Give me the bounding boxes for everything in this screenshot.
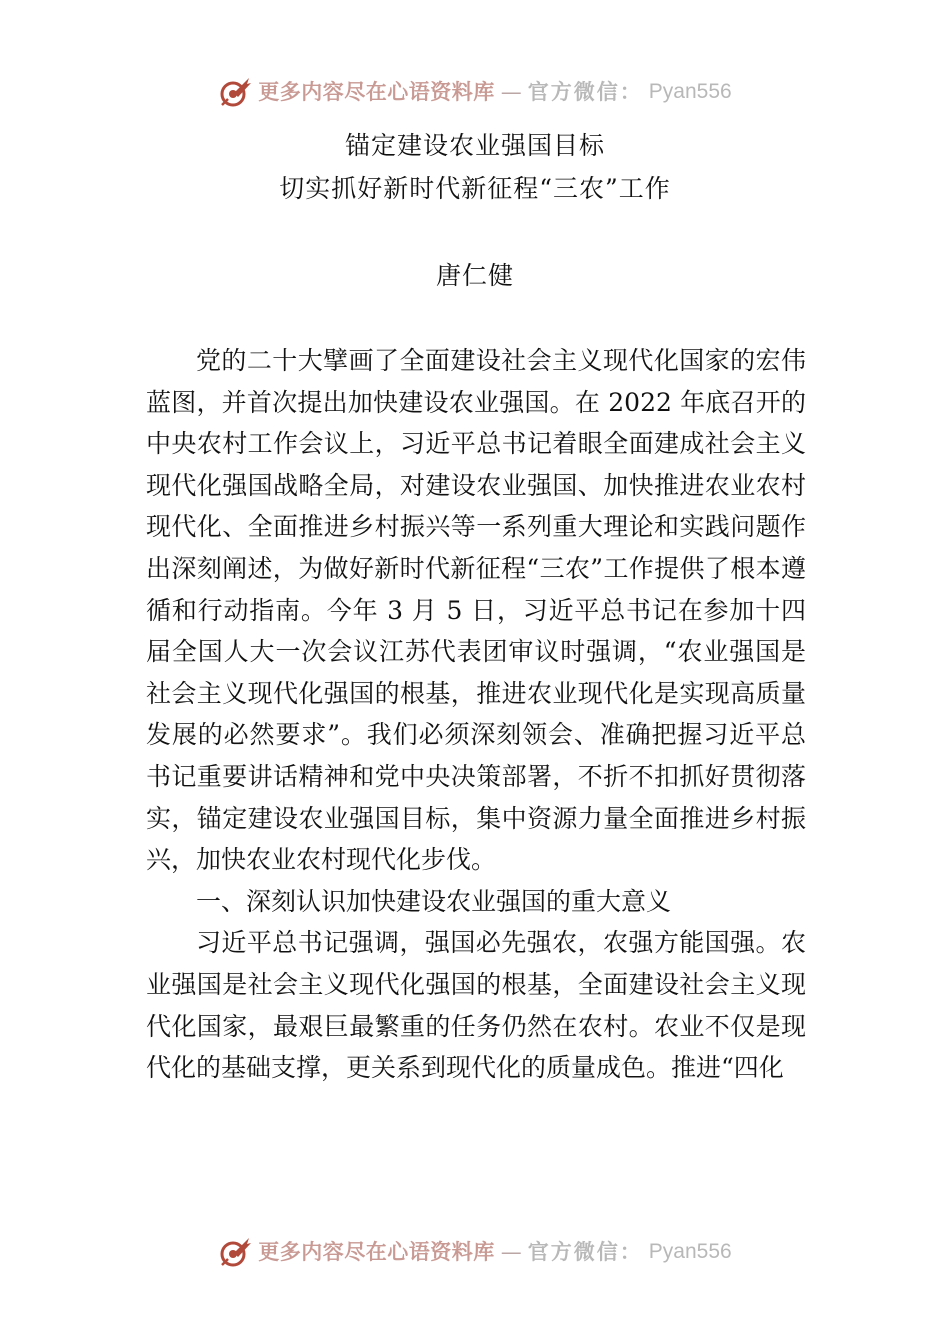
quill-seal-icon <box>218 75 252 109</box>
document-author: 唐仁健 <box>435 261 514 290</box>
watermark-main-text: 更多内容尽在心语资料库 <box>258 79 495 104</box>
watermark-official-label: 官方微信： <box>527 1239 643 1264</box>
section-heading-1: 一、深刻认识加快建设农业强国的重大意义 <box>196 886 672 916</box>
watermark-official-label: 官方微信： <box>527 79 643 104</box>
document-title-line-2: 切实抓好新时代新征程“三农”工作 <box>279 174 671 203</box>
watermark-dash: — <box>500 80 522 104</box>
body-paragraph-intro: 党的二十大擘画了全面建设社会主义现代化国家的宏伟蓝图，并首次提出加快建设农业强国。在 2022 年底召开的中央农村工作会议上，习近平总书记着眼全面建成社会主义现代化强国战略全局，对建设农业强国、加快推进农业农村现代化、全面推进乡村振兴等一系列重大理论和实践问题作出深刻阐述，为做好新时代新征程“三农”工作提供了根本遵循和行动指南。今年 3 月 5 日，习近平总书记在参加十四届全国人大一次会议江苏代表团审议时强调，“农业强国是社会主义现代化强国的根基，推进农业现代化是实现高质量发展的必然要求”。我们必须深刻领会、准确把握习近平总书记重要讲话精神和党中央决策部署，不折不扣抓好贯彻落实，锚定建设农业强国目标，集中资源力量全面推进乡村振兴，加快农业农村现代化步伐。 <box>146 346 806 875</box>
watermark-wechat-id: Pyan556 <box>648 1240 732 1263</box>
document-body <box>146 340 806 1089</box>
document-title-line-1: 锚定建设农业强国目标 <box>344 131 605 160</box>
footer-watermark <box>0 1232 950 1272</box>
watermark-wechat-id: Pyan556 <box>648 80 732 103</box>
watermark-dash: — <box>500 1240 522 1264</box>
watermark-main-text: 更多内容尽在心语资料库 <box>258 1239 495 1264</box>
header-watermark <box>0 72 950 112</box>
quill-seal-icon <box>218 1235 252 1269</box>
body-paragraph-section-1: 习近平总书记强调，强国必先强农，农强方能国强。农业强国是社会主义现代化强国的根基，全面建设社会主义现代化国家，最艰巨最繁重的任务仍然在农村。农业不仅是现代化的基础支撑，更关系到现代化的质量成色。推进“四化 <box>146 928 806 1083</box>
